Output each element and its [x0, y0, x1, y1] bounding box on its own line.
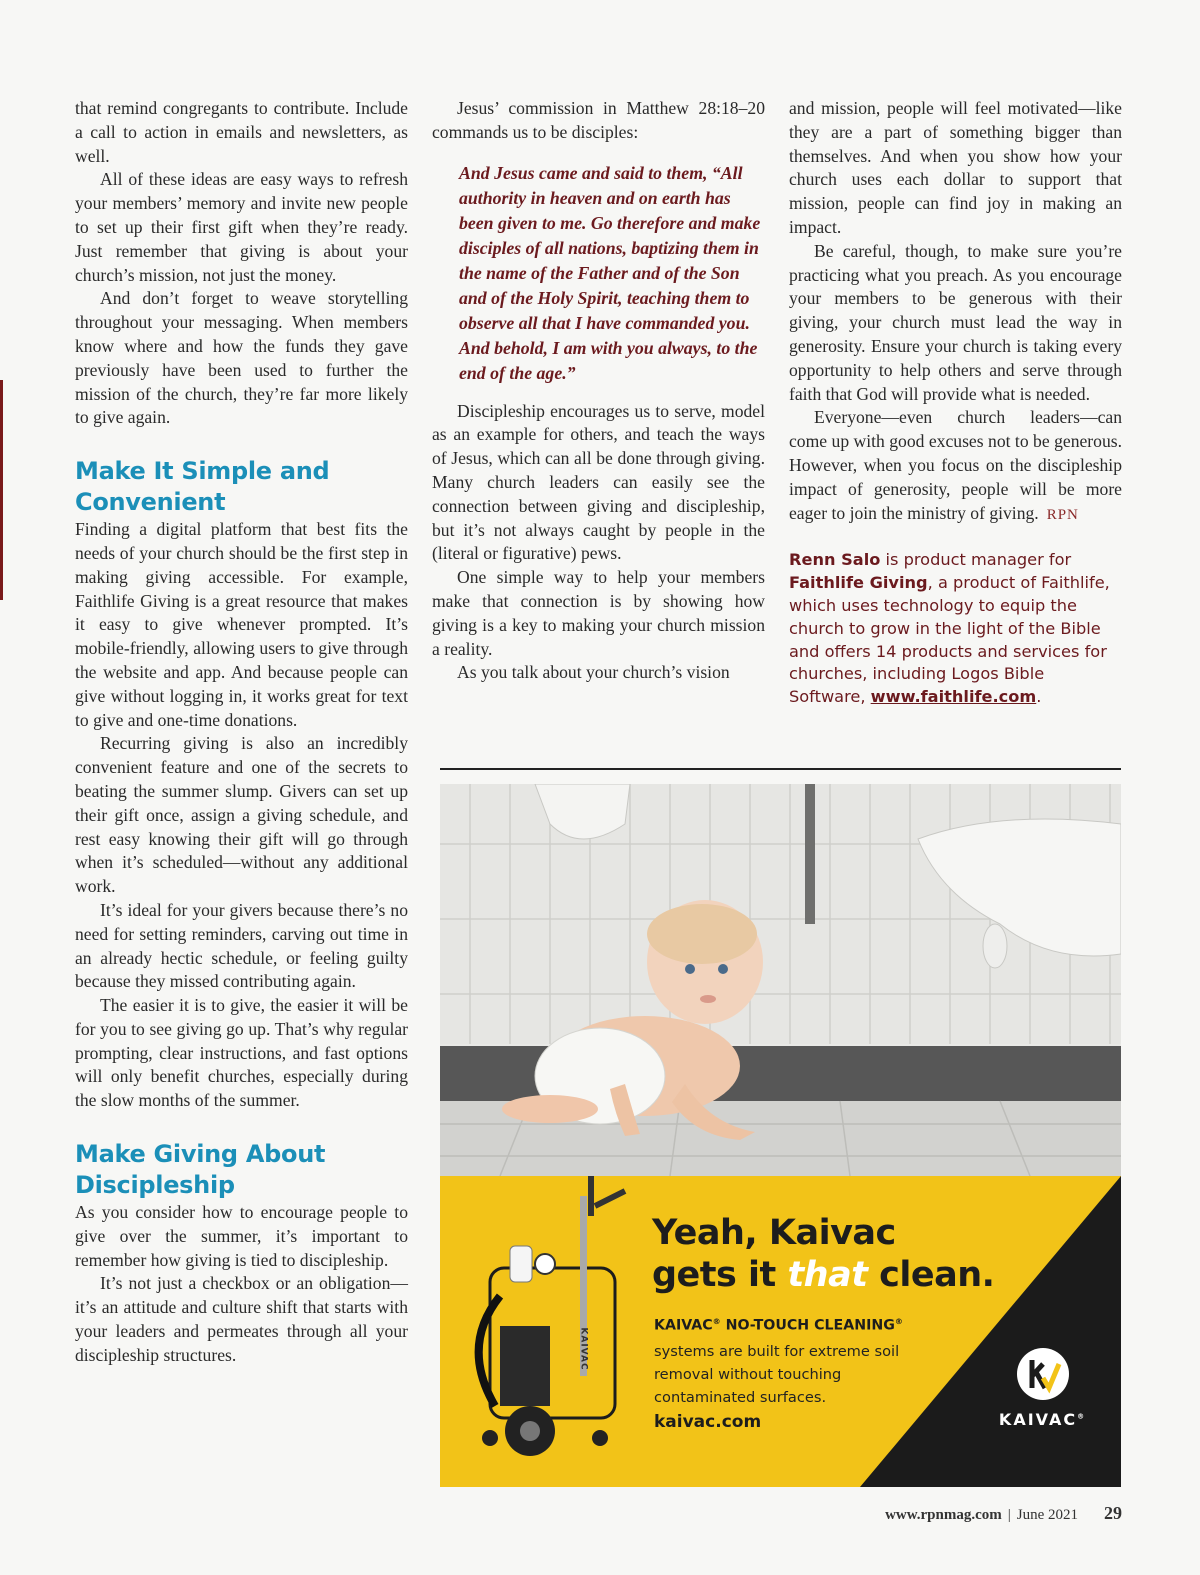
paragraph — [789, 406, 1122, 527]
paragraph: All of these ideas are easy ways to refresh your members’ memory and invite new people to set up their first gift when they’re ready. Just remember that giving is about your church’s mission, not just the money. — [75, 169, 408, 285]
ad-headline — [652, 1212, 1012, 1296]
section-heading: Make Giving About Discipleship — [75, 1140, 326, 1200]
headline-text: gets it — [652, 1255, 788, 1295]
bio-text: is product manager for — [880, 550, 1072, 570]
section-heading: Make It Simple and Convenient — [75, 457, 330, 517]
paragraph: It’s ideal for your givers because there’s no need for setting reminders, carving out time in an already hectic schedule, or feeling guilty because they missed contributing again. — [75, 899, 408, 992]
end-mark: RPN — [1046, 506, 1079, 523]
brand-text: KAIVAC — [998, 1410, 1078, 1429]
paragraph: that remind congregants to contribute. Include a call to action in emails and newsletters, as well. — [75, 98, 408, 166]
ad-subhead: KAIVAC® NO-TOUCH CLEANING® — [654, 1317, 903, 1334]
bio-text: , a product of Faithlife, which uses technology to equip the church to grow in the light of the Bible and offers 14 products and services for churches, including Logos Bible Software, — [789, 573, 1110, 707]
pipe — [805, 784, 815, 924]
footer-separator: | — [1007, 1507, 1011, 1523]
headline-line-1: Yeah, Kaivac — [652, 1213, 896, 1253]
kaivac-advertisement[interactable] — [440, 784, 1121, 1487]
paragraph: As you talk about your church’s vision — [457, 662, 730, 683]
article-column-1 — [75, 97, 408, 1368]
subhead-brand: KAIVAC — [654, 1317, 713, 1334]
paragraph: and mission, people will feel motivated—like they are a part of something bigger than themselves. And when you show how your church uses each dollar to support that mission, people can find joy in making an impact. — [789, 98, 1122, 237]
article-column-2 — [432, 97, 765, 685]
scripture-quote: And Jesus came and said to them, “All authority in heaven and on earth has been given to me. Go therefore and make disciples of all nations, baptizing them in the name of the Father and of the Son and of the Holy Spirit, teaching them to observe all that I have commanded you. And behold, I am with you always, to the end of the age.” — [459, 162, 761, 383]
author-name: Renn Salo — [789, 550, 881, 570]
ad-photo — [440, 784, 1121, 1176]
kaivac-logo-icon — [1015, 1346, 1071, 1402]
product-name: Faithlife Giving — [789, 573, 928, 593]
section-divider — [440, 768, 1121, 770]
restroom-baby-illustration — [440, 784, 1121, 1176]
page-number: 29 — [1104, 1503, 1122, 1523]
paragraph: One simple way to help your members make that connection is by showing how giving is a key to making your church mission a reality. — [432, 567, 765, 659]
subhead-text: NO-TOUCH CLEANING — [720, 1317, 895, 1334]
paragraph: And don’t forget to weave storytelling throughout your messaging. When members know where and how the funds they gave previously have been used to further the mission of the church, they’re far more likely to give again. — [75, 288, 408, 428]
paragraph: Finding a digital platform that best fits the needs of your church should be the first step in making giving accessible. For example, Faithlife Giving is a great resource that makes it easy to give whenever prompted. It’s mobile-friendly, allowing users to give through the website and app. And because people can give without logging in, it works great for text to give and one-time donations. — [75, 519, 408, 730]
headline-emphasis: that — [787, 1255, 868, 1295]
headline-text: clean. — [867, 1255, 995, 1295]
paragraph: Discipleship encourages us to serve, model as an example for others, and teach the ways of Jesus, which can all be done through giving. Many church leaders can easily see the connection between giving and discipleship, but it’s not always caught by people in the (literal or figurative) pews. — [432, 400, 765, 564]
paragraph: Be careful, though, to make sure you’re practicing what you preach. As you encourage your members to be generous with their giving, your church must lead the way in generosity. Ensure your church is taking every opportunity to help others and serve through faith that God will provide what is needed. — [789, 240, 1122, 404]
author-bio — [789, 549, 1122, 709]
ad-body-text: systems are built for extreme soil removal without touching contaminated surfaces. — [654, 1343, 900, 1406]
paragraph: It’s not just a checkbox or an obligation—it’s an attitude and culture shift that starts with your leaders and permeates through all your discipleship structures. — [75, 1273, 408, 1365]
kaivac-machine-illustration — [479, 1176, 625, 1456]
left-margin-bar — [0, 380, 3, 600]
paragraph: Recurring giving is also an incredibly convenient feature and one of the secrets to beating the summer slump. Givers can set up their gift once, assign a giving schedule, and rest easy knowing their gift will go through when it’s scheduled—without any additional work. — [75, 733, 408, 897]
machine-label: KAIVAC — [578, 1327, 589, 1371]
paragraph: The easier it is to give, the easier it will be for you to see giving go up. That’s why regular prompting, clear instructions, and fast options will only benefit churches, especially during the slow months of the summer. — [75, 995, 408, 1111]
faithlife-link[interactable]: www.faithlife.com — [870, 687, 1037, 707]
paragraph: Jesus’ commission in Matthew 28:18–20 commands us to be disciples: — [432, 98, 765, 142]
paragraph-text: Everyone—even church leaders—can come up with good excuses not to be generous. However, when you focus on the discipleship impact of generosity, people will be more eager to join the ministry of giving. — [789, 407, 1122, 523]
ad-brand-wordmark: KAIVAC® — [998, 1410, 1087, 1429]
page-footer — [885, 1503, 1122, 1524]
paragraph: As you consider how to encourage people to give over the summer, it’s important to remember how giving is tied to discipleship. — [75, 1202, 408, 1270]
magazine-url[interactable]: www.rpnmag.com — [885, 1507, 1002, 1523]
ad-website-link[interactable]: kaivac.com — [654, 1412, 762, 1432]
article-column-3 — [789, 97, 1122, 709]
issue-date: June 2021 — [1016, 1507, 1078, 1523]
bio-text: . — [1036, 687, 1042, 707]
